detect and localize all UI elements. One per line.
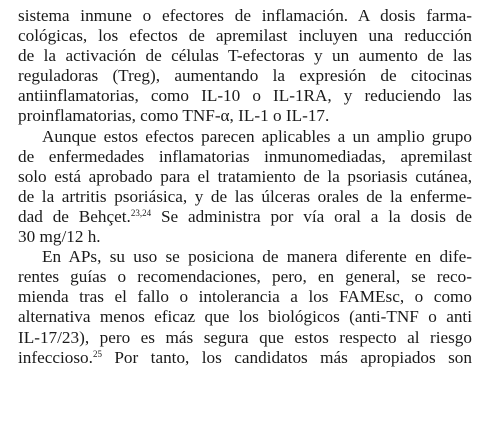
text-line: reguladoras (Treg), aumentando la expresión de citocinas [18,66,472,86]
text-line: de la artritis psoriásica, y de las úlceras orales de la enferme- [18,186,472,206]
line-text: dad de Behçet. [18,206,131,226]
text-line: de enfermedades inflamatorias inmunomediadas, apremilast [18,146,472,166]
text-line: alternativa menos eficaz que los biológicos (anti-TNF o anti [18,307,472,327]
text-line: IL-17/23), pero es más segura que estos respecto al riesgo [18,327,472,347]
text-line: de la activación de células T-efectoras y un aumento de las [18,46,472,66]
text-line: En APs, su uso se posiciona de manera diferente en dife- [42,247,472,267]
paragraph-1 [18,6,472,127]
text-line: 30 mg/12 h. [18,227,101,247]
paragraph-3 [18,247,472,368]
paragraph-2 [18,127,472,248]
line-text-continued: Se administra por vía oral a la dosis de [151,206,472,226]
text-line: proinflamatorias, como TNF-α, IL-1 o IL-17. [18,106,330,126]
text-line: antiinflamatorias, como IL-10 o IL-1RA, y reduciendo las [18,86,472,106]
text-line: solo está aprobado para el tratamiento de la psoriasis cutánea, [18,166,472,186]
text-line: mienda tras el fallo o intolerancia a los FAMEsc, o como [18,287,472,307]
line-text: infeccioso. [18,347,93,367]
text-line: sistema inmune o efectores de inflamación. A dosis farma- [18,6,472,25]
text-line: Aunque estos efectos parecen aplicables a un amplio grupo [42,126,472,146]
citation-superscript: 23,24 [130,207,152,218]
citation-superscript: 25 [92,348,102,359]
text-line-with-citation [18,348,472,368]
document-body [18,6,472,368]
text-line-with-citation [18,207,472,227]
text-line: rentes guías o recomendaciones, pero, en general, se reco- [18,267,472,287]
text-line: cológicas, los efectos de apremilast incluyen una reducción [18,26,472,46]
line-text-continued: Por tanto, los candidatos más apropiados son [101,347,472,367]
